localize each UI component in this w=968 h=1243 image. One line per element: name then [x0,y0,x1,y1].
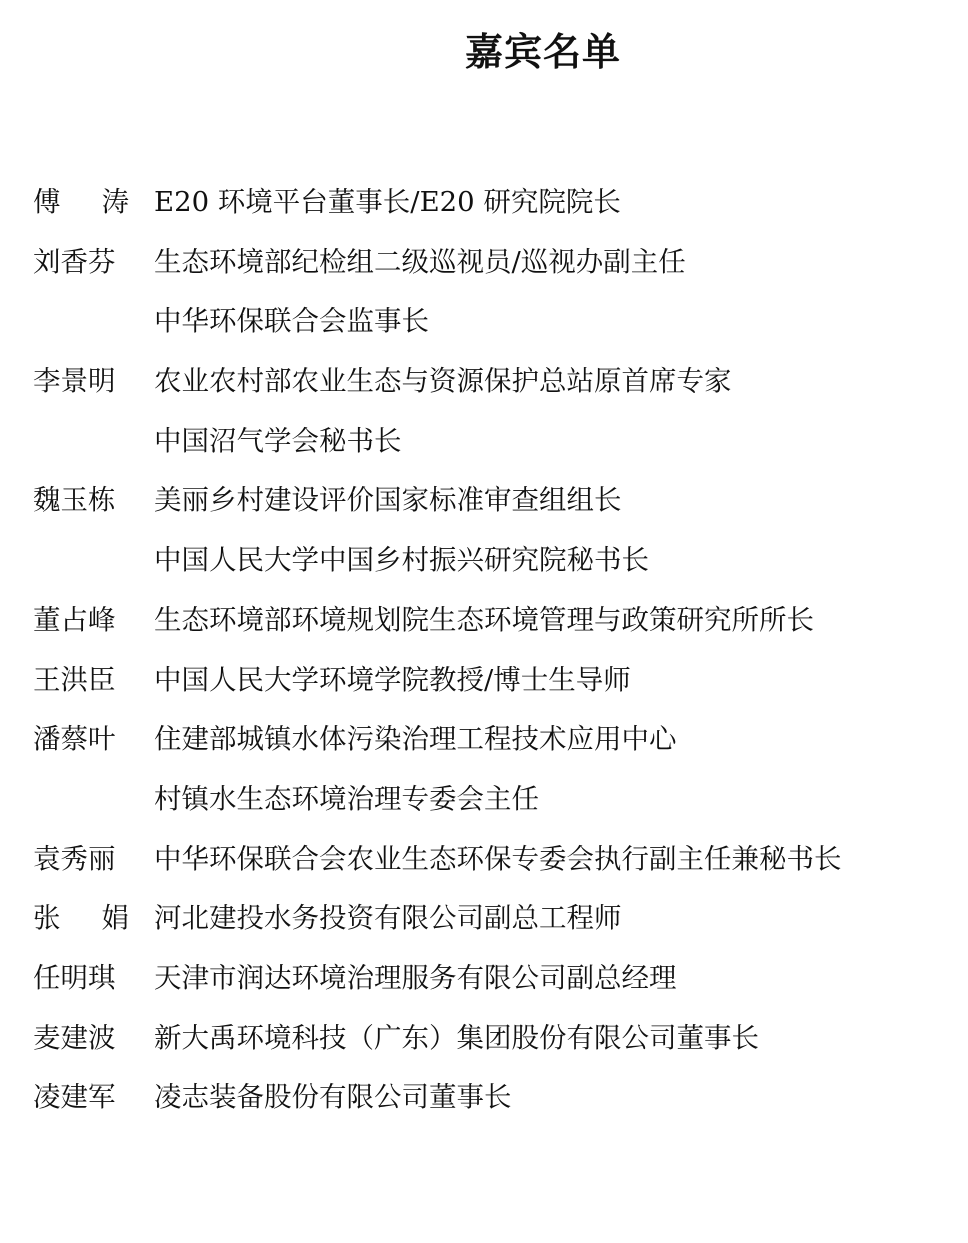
guest-role: 中华环保联合会农业生态环保专委会执行副主任兼秘书长 [154,842,842,875]
guest-role: 美丽乡村建设评价国家标准审查组组长 [154,484,622,517]
guest-row [33,591,953,651]
guest-name [33,352,129,412]
guest-role: 凌志装备股份有限公司董事长 [154,1081,512,1114]
guest-role: 中国人民大学环境学院教授/博士生导师 [154,663,631,696]
page-title: 嘉宾名单 [464,29,621,74]
guest-row [33,651,953,711]
guest-row [33,1009,953,1069]
guest-name-part: 潘蔡叶 [33,723,116,756]
guest-row-continued [33,292,953,352]
guest-role: 新大禹环境科技（广东）集团股份有限公司董事长 [154,1021,759,1054]
guest-name-part: 凌建军 [33,1081,116,1114]
guest-name [33,1009,129,1069]
guest-name-part: 董占峰 [33,603,116,636]
guest-row [33,830,953,890]
guest-row [33,710,953,770]
guest-row [33,352,953,412]
guest-name [33,710,129,770]
guest-name-part: 任明琪 [33,961,116,994]
guest-row-continued [33,412,953,472]
guest-name-part: 麦建波 [33,1021,116,1054]
guest-name-part: 李景明 [33,365,116,398]
guest-role: 河北建投水务投资有限公司副总工程师 [154,902,622,935]
guest-row [33,173,953,233]
guest-role: 天津市润达环境治理服务有限公司副总经理 [154,961,677,994]
guest-name [33,173,129,233]
guest-name-part: 傅 [33,186,61,218]
guest-row [33,949,953,1009]
guest-row [33,889,953,949]
guest-name-part: 王洪臣 [33,663,116,696]
guest-name [33,591,129,651]
guest-name-part: 刘香芬 [33,245,116,278]
guest-list [33,173,953,1128]
guest-row-continued [33,770,953,830]
guest-name [33,949,129,1009]
guest-role: 中国人民大学中国乡村振兴研究院秘书长 [154,544,649,577]
guest-role: 生态环境部环境规划院生态环境管理与政策研究所所长 [154,603,814,636]
guest-role: 农业农村部农业生态与资源保护总站原首席专家 [154,365,732,398]
guest-name-part: 涛 [101,186,129,218]
guest-name [33,233,129,293]
guest-row [33,233,953,293]
guest-role: E20 环境平台董事长/E20 研究院院长 [154,186,621,218]
guest-role: 村镇水生态环境治理专委会主任 [154,782,539,815]
guest-name [33,889,129,949]
guest-name [33,471,129,531]
guest-row [33,471,953,531]
guest-name [33,1068,129,1128]
guest-name [33,651,129,711]
guest-name-part: 袁秀丽 [33,842,116,875]
guest-role: 住建部城镇水体污染治理工程技术应用中心 [154,723,677,756]
guest-name-part: 魏玉栋 [33,484,116,517]
guest-role: 生态环境部纪检组二级巡视员/巡视办副主任 [154,245,686,278]
guest-name-part: 娟 [101,902,129,935]
guest-name-part: 张 [33,902,61,935]
guest-row-continued [33,531,953,591]
guest-role: 中华环保联合会监事长 [154,305,429,338]
guest-name [33,830,129,890]
guest-role: 中国沼气学会秘书长 [154,424,402,457]
guest-row [33,1068,953,1128]
